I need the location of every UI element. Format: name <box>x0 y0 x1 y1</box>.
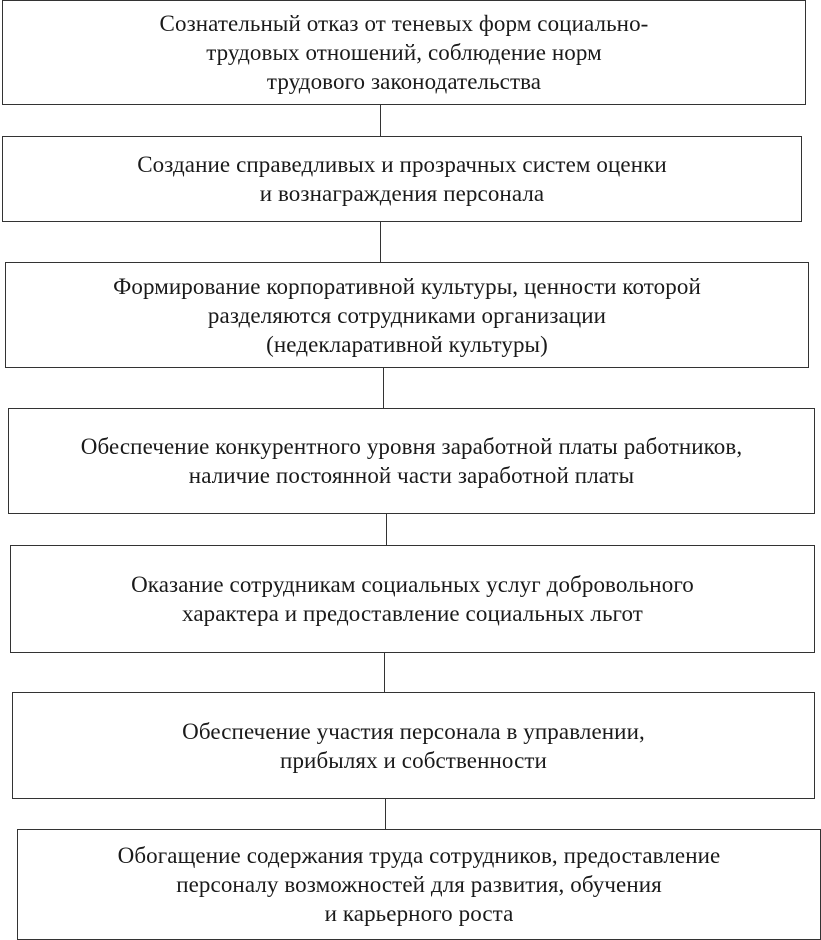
step-text-line: трудовых отношений, соблюдение норм <box>206 40 602 65</box>
step-text-line: Формирование корпоративной культуры, ценности которой <box>113 273 701 299</box>
step-box-shadow-labor-refusal <box>2 0 806 105</box>
connector-line <box>380 105 381 136</box>
connector-line <box>383 368 384 408</box>
connector-line <box>386 514 387 545</box>
step-box-staff-participation <box>12 692 815 799</box>
step-text-line: разделяются сотрудниками организации <box>207 302 607 328</box>
step-text-line: Обеспечение конкурентного уровня заработной платы работников, <box>80 434 743 459</box>
step-text-line: Сознательный отказ от теневых форм социально- <box>159 11 649 36</box>
step-text-line: трудового законодательства <box>266 69 542 94</box>
step-text-line: характера и предоставление социальных льгот <box>182 601 643 626</box>
step-text-line: Обогащение содержания труда сотрудников, предоставление <box>117 843 721 868</box>
step-text-line: (недекларативной культуры) <box>266 331 548 357</box>
step-text-line: Создание справедливых и прозрачных систем оценки <box>137 152 667 177</box>
step-text-line: и карьерного роста <box>324 901 514 926</box>
step-text-line: и вознаграждения персонала <box>259 181 545 206</box>
step-box-corporate-culture <box>5 262 809 368</box>
connector-line <box>385 799 386 829</box>
step-text-line: Оказание сотрудникам социальных услуг добровольного <box>131 572 694 597</box>
step-text-line: персоналу возможностей для развития, обучения <box>176 872 662 897</box>
connector-line <box>380 222 381 262</box>
step-text-line: наличие постоянной части заработной платы <box>188 463 635 488</box>
step-box-fair-evaluation <box>2 136 802 222</box>
step-box-work-enrichment <box>17 829 821 940</box>
connector-line <box>384 653 385 692</box>
step-box-social-services <box>10 545 815 653</box>
step-box-competitive-salary <box>8 408 815 514</box>
step-text-line: прибылях и собственности <box>280 747 547 773</box>
step-text-line: Обеспечение участия персонала в управлении, <box>182 718 645 744</box>
